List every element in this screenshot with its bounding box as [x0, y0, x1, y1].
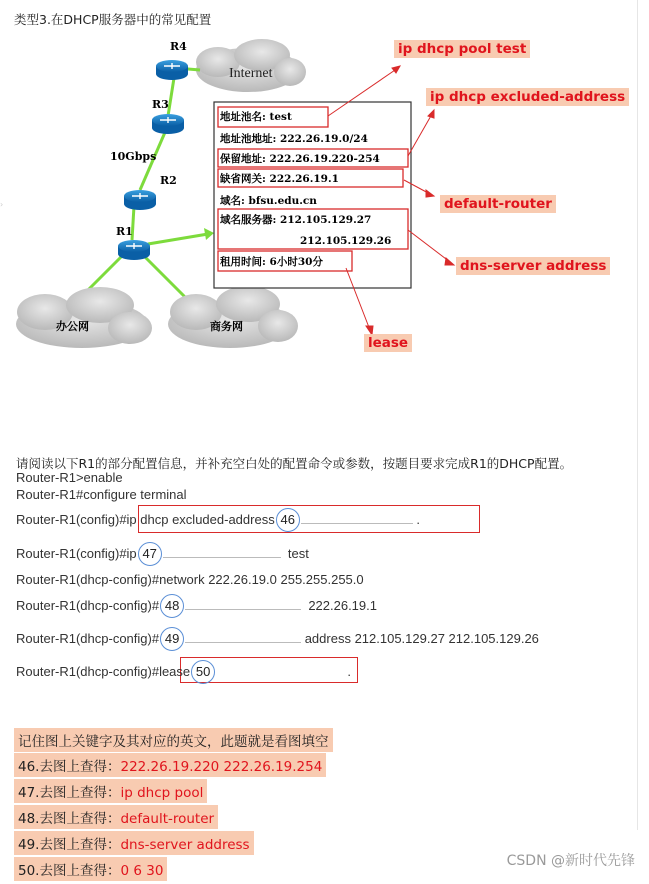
- arrow-r1-to-server: [148, 228, 214, 244]
- csdn-watermark: CSDN @新时代先锋: [506, 853, 635, 869]
- cmd-line-48-suffix: 222.26.19.1: [308, 598, 377, 613]
- answers-heading: 记住图上关键字及其对应的英文，此题就是看图填空: [14, 728, 333, 752]
- cmd-line-2: Router-R1#configure terminal: [16, 487, 187, 502]
- pool-name-text: 地址池名: test: [220, 111, 292, 123]
- keyword-ip-dhcp-pool: ip dhcp pool test: [394, 40, 530, 58]
- keyword-excluded-address: ip dhcp excluded-address: [426, 88, 629, 106]
- lease-text: 租用时间: 6小时30分: [220, 256, 323, 268]
- cmd-line-50-suffix: .: [347, 664, 352, 679]
- cmd-line-50: [16, 660, 351, 684]
- link-speed-label: 10Gbps: [110, 150, 157, 163]
- dhcp-config-box: [214, 102, 411, 288]
- domain-text: 域名: bfsu.edu.cn: [220, 195, 317, 207]
- office-network-cloud: [16, 287, 152, 348]
- cmd-line-48-prefix: Router-R1(dhcp-config)#: [16, 598, 160, 613]
- answer-47-label: 47.去图上查得：: [18, 785, 121, 801]
- router-r3-label: R3: [152, 98, 169, 111]
- internet-label: Internet: [229, 66, 273, 81]
- cmd-line-49-prefix: Router-R1(dhcp-config)#: [16, 631, 160, 646]
- pool-address-text: 地址池地址: 222.26.19.0/24: [220, 133, 368, 145]
- answer-49-label: 49.去图上查得：: [18, 837, 121, 853]
- answer-48-label: 48.去图上查得：: [18, 811, 121, 827]
- question-intro: 请阅读以下R1的部分配置信息，并补充空白处的配置命令或参数，按题目要求完成R1的DHCP配置。: [16, 456, 573, 471]
- blank-48[interactable]: [185, 609, 301, 610]
- answer-50-value: 0 6 30: [120, 863, 164, 879]
- cmd-line-network: Router-R1(dhcp-config)#network 222.26.19.0 255.255.255.0: [16, 572, 364, 587]
- blank-number-47: 47: [138, 542, 162, 566]
- answer-49-value: dns-server address: [120, 837, 250, 853]
- blank-49[interactable]: [185, 642, 301, 643]
- blank-46[interactable]: [301, 523, 413, 524]
- dns2-text: 212.105.129.26: [300, 235, 392, 247]
- router-r2-icon: [124, 190, 156, 210]
- keyword-dns-server: dns-server address: [456, 257, 610, 275]
- answer-46: [14, 753, 326, 777]
- keyword-default-router: default-router: [440, 195, 556, 213]
- keyword-lease: lease: [364, 334, 412, 352]
- internet-cloud: [196, 39, 306, 92]
- router-r3-icon: [152, 114, 184, 134]
- blank-number-50: 50: [191, 660, 215, 684]
- business-network-cloud: [168, 286, 298, 348]
- page-title: 类型3.在DHCP服务器中的常见配置: [14, 12, 212, 27]
- answer-47: [14, 779, 207, 803]
- answer-50-label: 50.去图上查得：: [18, 863, 121, 879]
- router-r4-icon: [156, 60, 188, 80]
- margin-marker: ›: [0, 200, 4, 209]
- network-diagram: [0, 0, 649, 440]
- answer-48-value: default-router: [120, 811, 215, 827]
- answer-50: [14, 857, 167, 881]
- cmd-line-50-prefix: Router-R1(dhcp-config)#lease: [16, 664, 191, 679]
- blank-number-48: 48: [160, 594, 184, 618]
- blank-47[interactable]: [163, 557, 281, 558]
- dns1-text: 域名服务器: 212.105.129.27: [220, 214, 372, 226]
- reserved-address-text: 保留地址: 222.26.19.220-254: [220, 153, 380, 165]
- answer-46-value: 222.26.19.220 222.26.19.254: [120, 759, 323, 775]
- router-r2-label: R2: [160, 174, 177, 187]
- router-r1-icon: [118, 240, 150, 260]
- answer-46-label: 46.去图上查得：: [18, 759, 121, 775]
- network-links: [82, 68, 200, 298]
- answer-49: [14, 831, 254, 855]
- office-network-label: 办公网: [56, 320, 89, 333]
- cmd-line-49: [16, 627, 539, 651]
- cmd-line-47-prefix: Router-R1(config)#ip: [16, 546, 137, 561]
- router-r4-label: R4: [170, 40, 187, 53]
- router-r1-label: R1: [116, 225, 133, 238]
- answer-47-value: ip dhcp pool: [120, 785, 204, 801]
- cmd-line-47: [16, 542, 309, 566]
- cmd-line-46-prefix: Router-R1(config)#ip dhcp excluded-address: [16, 512, 275, 527]
- business-network-label: 商务网: [210, 320, 243, 333]
- cmd-line-49-suffix: address 212.105.129.27 212.105.129.26: [304, 631, 539, 646]
- cmd-line-48: [16, 594, 377, 618]
- cmd-line-47-suffix: test: [287, 546, 309, 561]
- blank-number-49: 49: [160, 627, 184, 651]
- blank-number-46: 46: [276, 508, 300, 532]
- cmd-line-1: Router-R1>enable: [16, 470, 123, 485]
- answer-48: [14, 805, 218, 829]
- cmd-line-46: [16, 508, 420, 532]
- gateway-text: 缺省网关: 222.26.19.1: [220, 173, 339, 185]
- cmd-line-46-suffix: .: [416, 512, 420, 527]
